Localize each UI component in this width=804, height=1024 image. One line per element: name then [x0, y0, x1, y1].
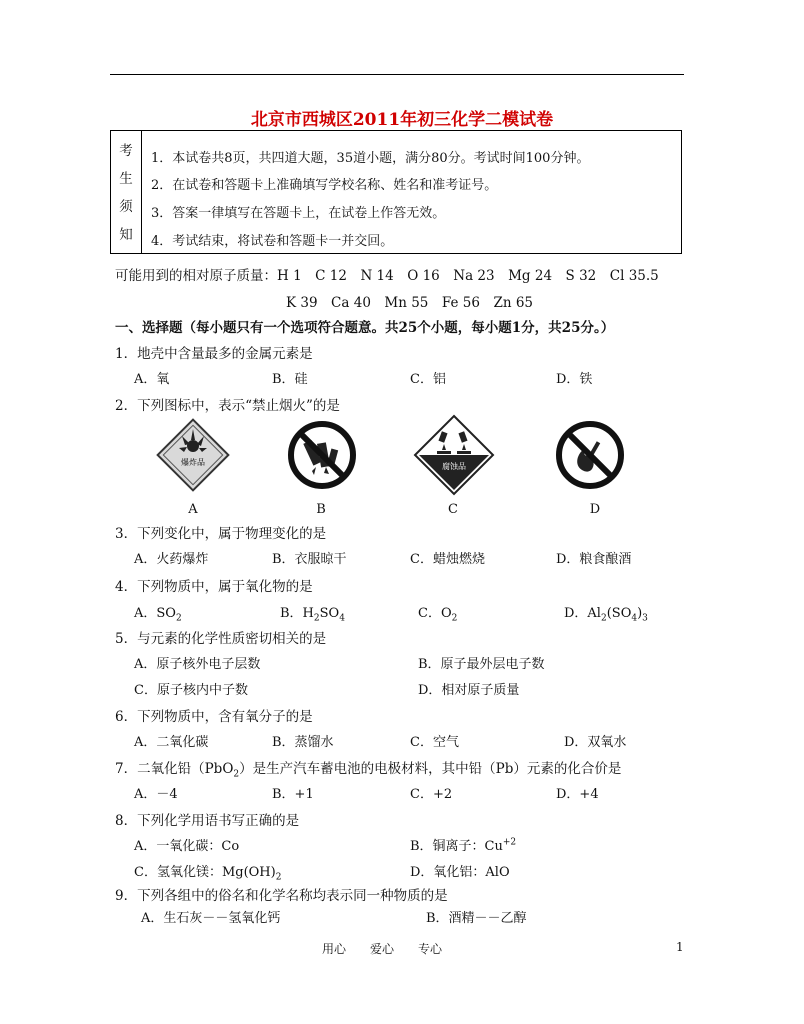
q5-option-b: B．原子最外层电子数 — [418, 657, 545, 672]
q5-option-d: D．相对原子质量 — [418, 683, 520, 698]
page-title: 北京市西城区2011年初三化学二模试卷 — [250, 110, 554, 130]
q2-option-d: D — [589, 502, 601, 517]
explosive-sign-icon — [152, 414, 234, 496]
notice-line: 3．答案一律填写在答题卡上，在试卷上作答无效。 — [151, 206, 446, 221]
q2-option-c: C — [448, 502, 458, 517]
header-rule — [110, 74, 684, 75]
question-3-stem: 3．下列变化中，属于物理变化的是 — [115, 526, 327, 542]
q8-option-c: C．氢氧化镁：$Mg(OH)_2$ — [134, 865, 282, 883]
q4-option-c: C．$O_2$ — [418, 606, 458, 624]
notice-side-char: 知 — [119, 227, 133, 243]
q3-option-a: A．火药爆炸 — [134, 552, 209, 567]
q1-option-d: D．铁 — [556, 372, 593, 387]
corrosive-sign-icon — [413, 414, 495, 496]
corrosive-sign-label: 腐蚀品 — [442, 462, 466, 471]
notice-side-char: 须 — [119, 199, 133, 215]
no-fire-sign-icon — [554, 419, 626, 491]
q9-option-a: A．生石灰－－氢氧化钙 — [141, 911, 281, 926]
q8-option-b: B．铜离子：$Cu^{+2}$ — [410, 837, 517, 854]
notice-line: 1．本试卷共8页，共四道大题，35道小题，满分80分。考试时间100分钟。 — [151, 151, 590, 166]
q4-option-d: D．$Al_2(SO_4)_3$ — [564, 606, 648, 624]
q6-option-c: C．空气 — [410, 735, 459, 750]
q6-option-b: B．蒸馏水 — [272, 735, 334, 750]
q9-option-b: B．酒精－－乙醇 — [426, 911, 527, 926]
page-number: 1 — [676, 940, 684, 954]
q5-option-a: A．原子核外电子层数 — [134, 657, 261, 672]
question-8-stem: 8．下列化学用语书写正确的是 — [115, 813, 300, 829]
q8-option-d: D．氧化铝：AlO — [410, 865, 510, 880]
question-9-stem: 9．下列各组中的俗名和化学名称均表示同一种物质的是 — [115, 888, 448, 904]
q7-option-c: C．+2 — [410, 787, 453, 802]
q6-option-d: D．双氧水 — [564, 735, 627, 750]
question-7-stem: 7．二氧化铅（PbO$_2$）是生产汽车蓄电池的电极材料，其中铅（Pb）元素的化合价是 — [115, 761, 622, 780]
notice-side-label — [111, 131, 142, 253]
q7-option-a: A．－4 — [134, 787, 178, 802]
atomic-mass-line-1: 可能用到的相对原子质量：H 1 C 12 N 14 O 16 Na 23 Mg 24 S 32 Cl 35.5 — [115, 268, 659, 284]
question-1-stem: 1．地壳中含量最多的金属元素是 — [115, 346, 313, 362]
notice-line: 4．考试结束，将试卷和答题卡一并交回。 — [151, 234, 394, 249]
q1-option-b: B．硅 — [272, 372, 308, 387]
notice-side-char: 生 — [119, 171, 133, 187]
q4-option-a: A．$SO_2$ — [134, 606, 182, 624]
q5-option-c: C．原子核内中子数 — [134, 683, 248, 698]
question-4-stem: 4．下列物质中，属于氧化物的是 — [115, 579, 313, 595]
q2-option-b: B — [316, 502, 326, 517]
notice-line: 2．在试卷和答题卡上准确填写学校名称、姓名和准考证号。 — [151, 178, 498, 193]
q7-option-b: B．+1 — [272, 787, 314, 802]
q4-option-b: B．$H_2SO_4$ — [280, 606, 345, 624]
q3-option-c: C．蜡烛燃烧 — [410, 552, 485, 567]
notice-side-char: 考 — [119, 143, 133, 159]
q3-option-d: D．粮食酿酒 — [556, 552, 632, 567]
section-heading: 一、选择题（每小题只有一个选项符合题意。共25个小题，每小题1分，共25分。） — [115, 320, 615, 336]
atomic-mass-line-2: K 39 Ca 40 Mn 55 Fe 56 Zn 65 — [286, 295, 534, 311]
no-fireworks-sign-icon — [286, 419, 358, 491]
question-2-stem: 2．下列图标中，表示“禁止烟火”的是 — [115, 398, 340, 414]
exam-notice-box — [110, 130, 682, 254]
footer-motto: 用心 爱心 专心 — [322, 942, 443, 956]
q7-option-d: D．+4 — [556, 787, 599, 802]
q3-option-b: B．衣服晾干 — [272, 552, 347, 567]
explosive-sign-label: 爆炸品 — [181, 458, 205, 467]
q1-option-c: C．铝 — [410, 372, 446, 387]
q8-option-a: A．一氧化碳：Co — [134, 839, 240, 854]
question-6-stem: 6．下列物质中，含有氧分子的是 — [115, 709, 313, 725]
q6-option-a: A．二氧化碳 — [134, 735, 209, 750]
q1-option-a: A．氧 — [134, 372, 170, 387]
q2-option-a: A — [188, 502, 198, 517]
question-5-stem: 5．与元素的化学性质密切相关的是 — [115, 631, 327, 647]
